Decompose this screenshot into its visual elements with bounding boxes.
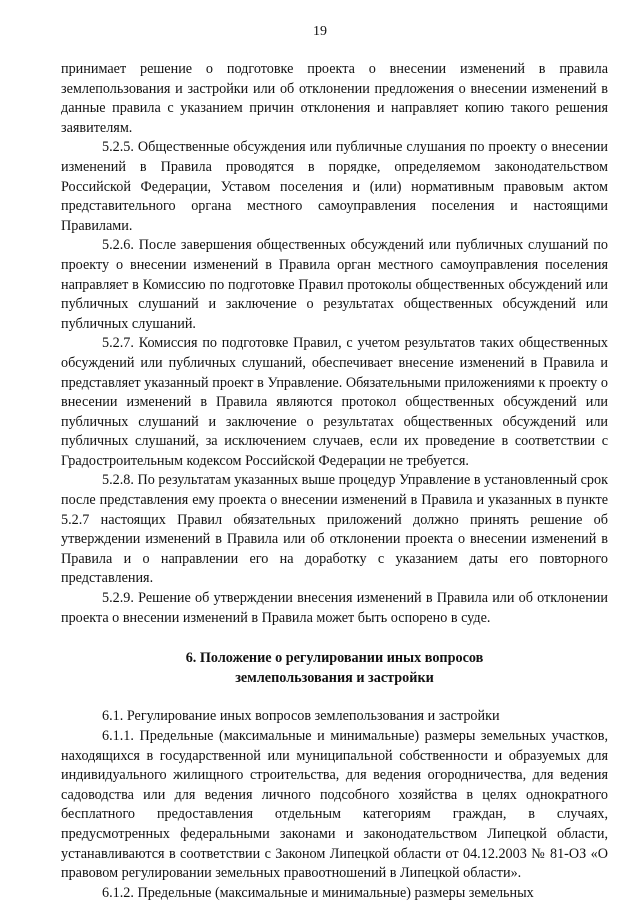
- paragraph-6-1-1: 6.1.1. Предельные (максимальные и минимальные) размеры земельных участков, находящихся в государственной или муниципальной собственности и образуемых для индивидуального жилищного строительства, для ведения огородничества, для ведения садоводства или для ведения личного подсобного хозяйства в целях однократного бесплатного предоставления отдельным категориям граждан, в случаях, предусмотренных федеральными законами и законодательством Липецкой области, устанавливаются в соответствии с Законом Липецкой области от 04.12.2003 № 81-ОЗ «О правовом регулировании земельных правоотношений в Липецкой области».: [61, 728, 608, 882]
- section-heading: [61, 649, 608, 688]
- section-heading-line-1: 6. Положение о регулировании иных вопросов: [185, 650, 484, 667]
- paragraph-6-1-2: 6.1.2. Предельные (максимальные и минимальные) размеры земельных: [102, 884, 534, 901]
- paragraph-continuation: принимает решение о подготовке проекта о внесении изменений в правила землепользования и застройки или об отклонении предложения о внесении изменений в данные правила с указанием причин отклонения и направляет копию такого решения заявителям.: [61, 61, 608, 136]
- paragraph-5-2-6: 5.2.6. После завершения общественных обсуждений или публичных слушаний по проекту о внесении изменений в Правила орган местного самоуправления поселения направляет в Комиссию по подготовке Правил протоколы общественных обсуждений или публичных слушаний и заключение о результатах общественных обсуждений или публичных слушаний.: [61, 237, 608, 332]
- page-body: [61, 60, 608, 903]
- paragraph-5-2-5: 5.2.5. Общественные обсуждения или публичные слушания по проекту о внесении изменений в Правила проводятся в порядке, определяемом законодательством Российской Федерации, Уставом поселения и (или) нормативным правовым актом представительного органа местного самоуправления поселения и настоящими Правилами.: [61, 139, 608, 234]
- section-heading-line-2: землепользования и застройки: [235, 669, 434, 686]
- paragraph-5-2-9: 5.2.9. Решение об утверждении внесения изменений в Правила или об отклонении проекта о внесении изменений в Правила может быть оспорено в суде.: [61, 590, 608, 626]
- page-number: 19: [313, 24, 327, 39]
- paragraph-6-1: 6.1. Регулирование иных вопросов землепользования и застройки: [102, 708, 500, 725]
- paragraph-5-2-7: 5.2.7. Комиссия по подготовке Правил, с учетом результатов таких общественных обсуждений или публичных слушаний, обеспечивает внесение изменений в Правила и представляет указанный проект в Управление. Обязательными приложениями к проекту о внесении изменений в Правила являются протокол общественных обсуждений или публичных слушаний и заключение о результатах общественных обсуждений или публичных слушаний, за исключением случаев, если их проведение в соответствии с Градостроительным кодексом Российской Федерации не требуется.: [61, 335, 608, 469]
- paragraph-5-2-8: 5.2.8. По результатам указанных выше процедур Управление в установленный срок после представления ему проекта о внесении изменений в Правила и указанных в пункте 5.2.7 настоящих Правил обязательных приложений должно принять решение об утверждении изменений в Правила или об отклонении проекта о внесении изменений в Правила и о направлении его на доработку с указанием даты его повторного представления.: [61, 472, 608, 587]
